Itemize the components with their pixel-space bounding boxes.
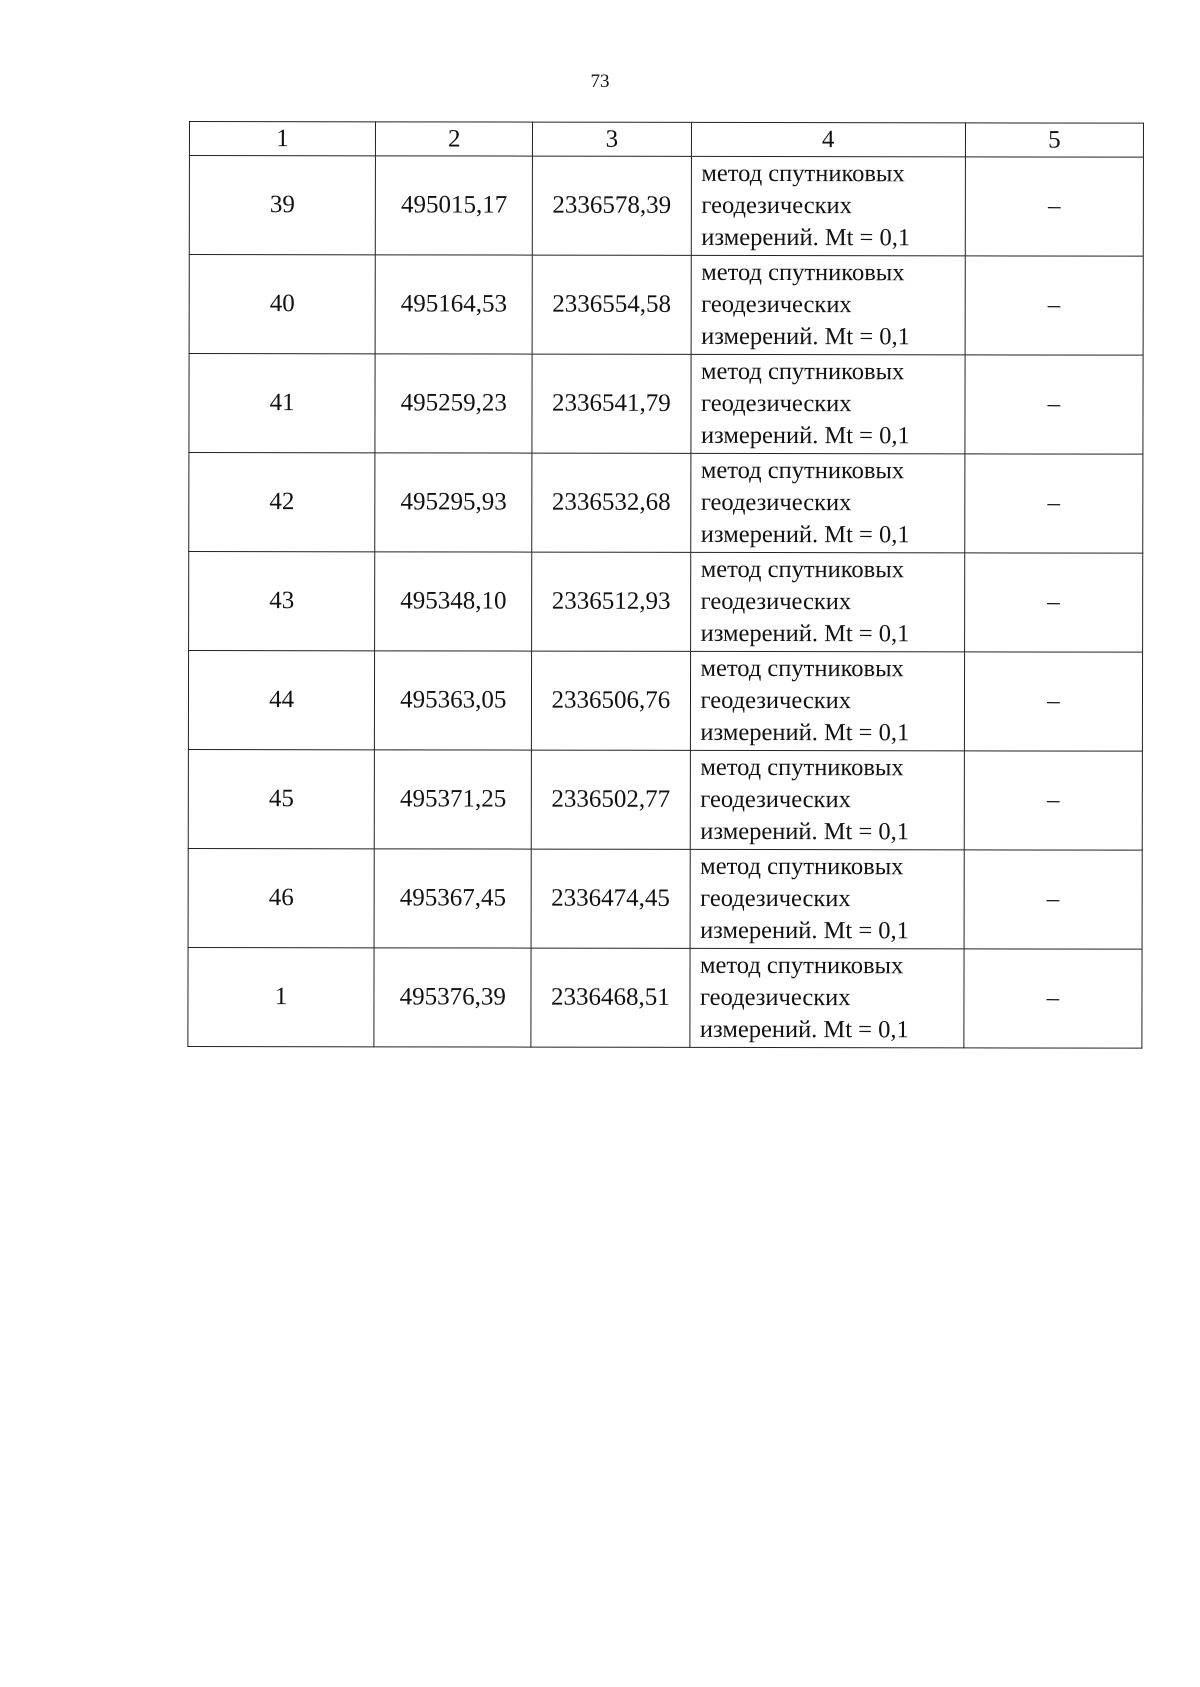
y-coordinate-cell: 2336532,68 — [532, 453, 690, 552]
note-cell: – — [964, 850, 1142, 949]
method-cell — [691, 156, 965, 255]
x-coordinate-cell: 495259,23 — [375, 354, 532, 453]
method-line: измерений. Mt = 0,1 — [699, 1015, 909, 1044]
method-cell — [690, 552, 964, 651]
coordinates-table — [187, 121, 1144, 1049]
note-cell: – — [964, 652, 1142, 751]
point-number-cell: 44 — [188, 651, 374, 750]
header-cell: 4 — [691, 122, 965, 156]
x-coordinate-cell: 495371,25 — [374, 750, 531, 849]
x-coordinate-cell: 495363,05 — [375, 651, 532, 750]
y-coordinate-cell: 2336554,58 — [532, 255, 690, 354]
table-row — [189, 354, 1143, 455]
method-line: измерений. Mt = 0,1 — [700, 916, 909, 945]
method-line: метод спутниковых — [700, 456, 905, 485]
method-cell — [690, 849, 964, 948]
x-coordinate-cell: 495367,45 — [374, 849, 531, 948]
note-cell: – — [964, 949, 1142, 1048]
point-number-cell: 41 — [189, 354, 375, 453]
method-line: метод спутниковых — [701, 357, 905, 386]
point-number-cell: 1 — [188, 947, 374, 1046]
method-line: метод спутниковых — [700, 654, 904, 683]
method-line: измерений. Mt = 0,1 — [700, 520, 910, 549]
note-cell: – — [965, 355, 1143, 454]
method-line: измерений. Mt = 0,1 — [701, 223, 911, 252]
method-cell — [689, 948, 963, 1047]
table-row — [189, 552, 1143, 653]
table-row — [188, 848, 1142, 949]
method-line: геодезических — [700, 686, 852, 715]
x-coordinate-cell: 495376,39 — [374, 948, 531, 1047]
method-line: геодезических — [699, 983, 851, 1012]
method-line: измерений. Mt = 0,1 — [700, 718, 910, 747]
y-coordinate-cell: 2336541,79 — [532, 354, 690, 453]
y-coordinate-cell: 2336474,45 — [531, 849, 689, 948]
method-cell — [690, 453, 964, 552]
page-number: 73 — [590, 71, 610, 92]
point-number-cell: 39 — [189, 156, 375, 255]
note-cell: – — [965, 454, 1143, 553]
method-line: метод спутниковых — [700, 753, 904, 782]
y-coordinate-cell: 2336468,51 — [531, 948, 689, 1047]
method-line: метод спутниковых — [700, 555, 904, 584]
method-line: измерений. Mt = 0,1 — [700, 619, 910, 648]
y-coordinate-cell: 2336578,39 — [533, 156, 691, 255]
method-line: геодезических — [700, 389, 852, 418]
table-header-row — [189, 122, 1143, 158]
note-cell: – — [964, 553, 1142, 652]
x-coordinate-cell: 495015,17 — [375, 156, 532, 255]
method-line: геодезических — [700, 785, 851, 814]
x-coordinate-cell: 495295,93 — [375, 453, 532, 552]
table-row — [188, 947, 1142, 1048]
header-cell: 3 — [533, 122, 691, 156]
note-cell: – — [964, 751, 1142, 850]
method-line: геодезических — [700, 488, 852, 517]
method-line: метод спутниковых — [700, 951, 904, 980]
method-cell — [690, 651, 964, 750]
x-coordinate-cell: 495348,10 — [375, 552, 532, 651]
point-number-cell: 40 — [189, 255, 375, 354]
x-coordinate-cell: 495164,53 — [375, 255, 532, 354]
method-line: геодезических — [701, 191, 852, 220]
method-line: геодезических — [700, 884, 851, 913]
point-number-cell: 45 — [188, 749, 374, 848]
method-line: измерений. Mt = 0,1 — [700, 817, 910, 846]
header-cell: 1 — [189, 122, 375, 156]
method-cell — [690, 750, 964, 849]
header-cell: 2 — [376, 122, 533, 156]
point-number-cell: 46 — [188, 848, 374, 947]
table-row — [189, 255, 1143, 356]
table-row — [188, 749, 1142, 850]
method-cell — [690, 354, 964, 453]
method-line: метод спутниковых — [701, 258, 905, 287]
method-cell — [691, 255, 965, 354]
method-line: геодезических — [701, 290, 852, 319]
method-line: измерений. Mt = 0,1 — [700, 421, 910, 450]
point-number-cell: 43 — [189, 552, 375, 651]
table-row — [189, 453, 1143, 554]
table-row — [188, 651, 1142, 752]
table-row — [189, 156, 1143, 257]
header-cell: 5 — [965, 123, 1143, 157]
y-coordinate-cell: 2336502,77 — [532, 750, 690, 849]
point-number-cell: 42 — [189, 453, 375, 552]
note-cell: – — [965, 157, 1143, 256]
y-coordinate-cell: 2336512,93 — [532, 552, 690, 651]
note-cell: – — [965, 256, 1143, 355]
method-line: измерений. Mt = 0,1 — [701, 322, 910, 351]
method-line: метод спутниковых — [701, 159, 905, 188]
method-line: метод спутниковых — [700, 852, 904, 881]
y-coordinate-cell: 2336506,76 — [532, 651, 690, 750]
method-line: геодезических — [700, 587, 852, 616]
